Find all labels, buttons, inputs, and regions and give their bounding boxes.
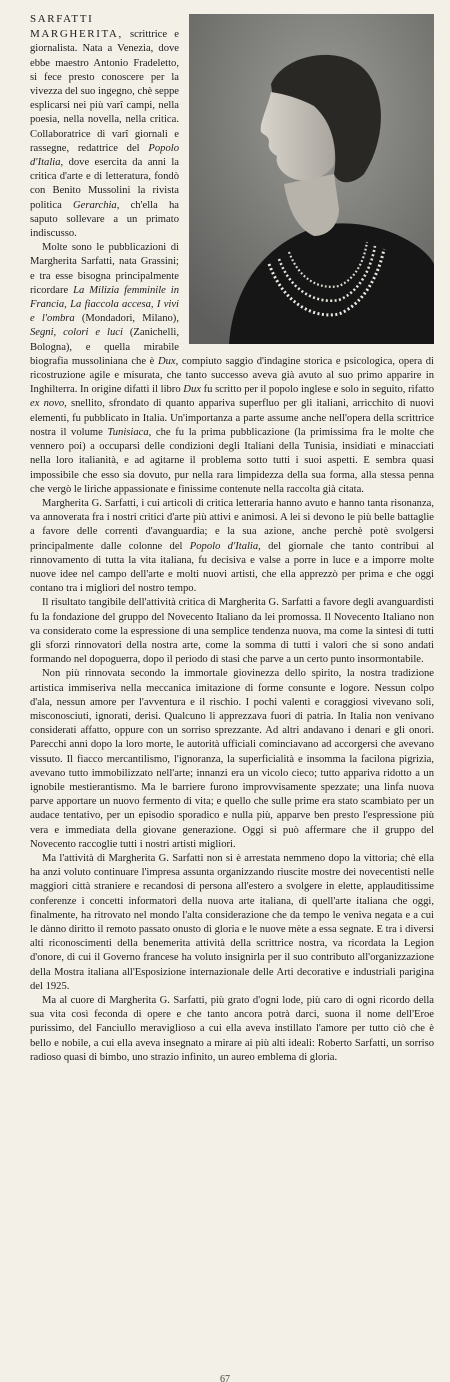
subject-name: SARFATTI MARGHERITA, xyxy=(30,13,123,41)
portrait-photo xyxy=(189,14,434,344)
paragraph-critic: Margherita G. Sarfatti, i cui articoli di critica letteraria hanno avuto e hanno tanta risonanza, va annoverata fra i nostri critici d'arte più attivi e animosi. A lei si devono le più belle battaglie a favore delle correnti d'avanguardia; e la sua azione, anche perchè potè svolgersi principalmente dalle colonne del Popolo d'Italia, del giornale che tanto contribuì al rinnovamento di tutta la vita italiana, fu decisiva e valse a porre in luce e a imporre molte nuove idee nel campo dell'arte e molti nuovi artisti, che ella apprezzò per prima e che oggi contano tra i migliori del nostro tempo. xyxy=(30,497,434,595)
paragraph-roberto: Ma al cuore di Margherita G. Sarfatti, più grato d'ogni lode, più caro di ogni ricordo della sua vita così feconda di opere e che tanto ancora potrà darci, suona il nome dell'Eroe purissimo, del Fanciullo meraviglioso a cui ella aveva instillato l'amore per tutto ciò che è bello e nobile, a cui ella aveva insegnato a mirare ai più alti ideali: Roberto Sarfatti, un sorriso radioso quasi di bimbo, uno strazio infinito, un aureo emblema di gloria. xyxy=(30,995,434,1063)
paragraph-novecento: Il risultato tangibile dell'attività critica di Margherita G. Sarfatti a favore degli avanguardisti fu la fondazione del gruppo del Novecento Italiano da lei promossa. Il Novecento Italiano non va considerato come la espressione di una semplice tendenza nuova, ma come la sintesi di tutti gli sforzi rinnovatori della nostra arte, come la somma di tutti i valori che si sono andati formando nel dopoguerra, dopo il periodo di stasi che parve a un certo punto insormontabile. xyxy=(30,597,434,666)
paragraph-activity: Ma l'attività di Margherita G. Sarfatti non si è arrestata nemmeno dopo la vittoria; chè ella ha anzi voluto continuare l'impresa assunta organizzando riuscite mostre dei novecentisti nelle maggiori città straniere e recandosi di persona all'estero a svolgere in elette, applauditissime conferenze i concetti informatori della nuova arte italiana, di quell'arte italiana che oggi, finalmente, ha ritrovato nel mondo l'alta considerazione che da tempo le veniva negata e a cui le dànno diritto il remoto passato onusto di gloria e le nuove mète a essa segnate. E tra i diversi alti riconoscimenti della benemerita attività della scrittrice nostra, va ricordata la Legion d'onore, di cui il Governo francese ha voluto insignirla per il suo contributo all'organizzazione della Mostra italiana all'Esposizione internazionale delle Arti decorative e industriali parigina del 1925. xyxy=(30,852,434,992)
paragraph-tradition: Non più rinnovata secondo la immortale giovinezza dello spirito, la nostra tradizione artistica immiseriva nella meccanica imitazione di forme consunte e logore. Nessun colpo d'ala, nessun amore per l'avventura e il rischio. I pochi valenti e coraggiosi vivevano soli, misconosciuti, ignorati, derisi. Qualcuno li apprezzava fuori di patria. In Italia non venivano considerati affatto, oppure con un sorriso sprezzante. Ad altri andavano i denari e gli onori. Parecchi anni dopo la loro morte, le autorità ufficiali cominciavano ad accorgersi che avevano vissuto. Il fiacco mercantilismo, l'ignoranza, la superficialità e insomma la facilona pigrizia, avevano tutto immobilizzato nell'arte; innanzi era un vicolo cieco; tutto appariva ridotto a un ignobile mestierantismo. Ma le barriere furono improvvisamente spezzate; una linfa nuova parve apportare un nuovo fermento di vita; e quello che sulle prime era stato scambiato per un audace tentativo, per un episodio sporadico e nulla più, apparve ben presto l'espressione più vera e immediata della giovane generazione. Oggi si può affermare che il gruppo del Novecento raccoglie tutti i nostri artisti migliori. xyxy=(30,668,434,850)
portrait-image xyxy=(189,14,434,344)
paragraph-biography: SARFATTI MARGHERITA, scrittrice e giornalista. Nata a Venezia, dove ebbe maestro Antonio Fradeletto, si fece presto conoscere per la vivezza del suo ingegno, chè seppe esplicarsi nei più varî campi, nella poesia, nella novella, nella critica. Collaboratrice di varî giornali e rassegne, redattrice del Popolo d'Italia, dove esercita da anni la critica d'arte e di letteratura, fondò con Benito Mussolini la rivista politica Gerarchia, ch'ella ha saputo sollevare a un primato indiscusso. xyxy=(30,13,179,240)
page-number: 67 xyxy=(220,1374,230,1382)
paragraph-publications: Molte sono le pubblicazioni di Margherita Sarfatti, nata Grassini; e tra esse bisogna principalmente ricordare La Milizia femminile in Francia, La fiaccola accesa, I vivi e l'ombra (Mondadori, Milano), Segni, colori e luci (Zanichelli, Bologna), e quella mirabile biografia mussoliniana che è Dux, compiuto saggio d'indagine storica e psicologica, opera di ricostruzione agile e misurata, che tanto successo aveva già avuto al suo primo apparire in Inghilterra. In origine difatti il libro Dux fu scritto per il popolo inglese e solo in seguito, rifatto ex novo, snellito, sfrondato di quanto appariva superfluo per gli italiani, arricchito di nuovi elementi, fu pubblicato in Italia. Un'importanza a parte assume anche nell'opera della scrittrice nostra il volume Tunisiaca, che fu la prima pubblicazione (la primissima fra le molte che vennero poi) a occuparsi delle condizioni degli Italiani della Tunisia, insidiati e minacciati nella loro italianità, e ad agitarne il problema sotto tutti i suoi aspetti. E sembra quasi impossibile che esso sia dovuto, pur nella rara limpidezza della sua forma, alla stessa penna che vergò le liriche appassionate e finissime contenute nella raccolta già citata. xyxy=(30,242,435,495)
